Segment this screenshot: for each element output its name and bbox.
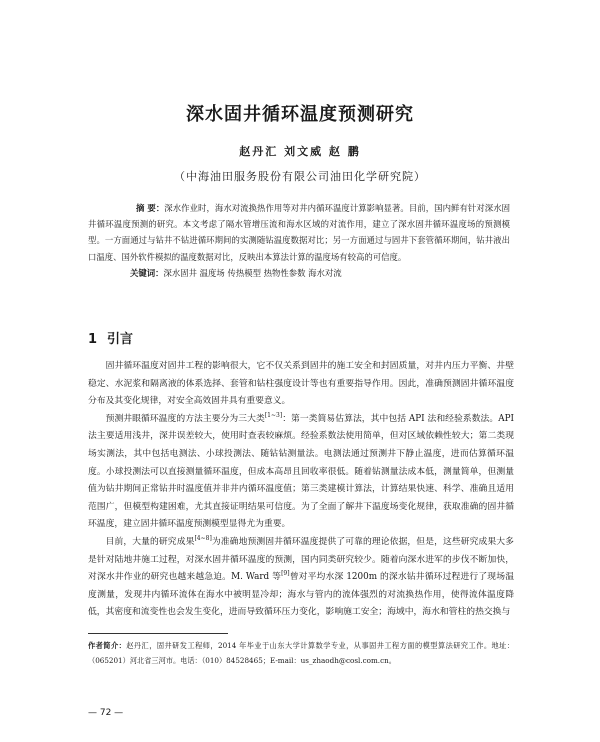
keywords-label: 关键词： xyxy=(130,267,164,278)
footnote-label: 作者简介： xyxy=(88,641,127,650)
abstract-block xyxy=(88,200,510,281)
paragraph-2-text-a: 预测井眼循环温度的方法主要分为三大类 xyxy=(105,413,265,424)
paper-title: 深水固井循环温度预测研究 xyxy=(186,104,414,125)
abstract xyxy=(88,200,510,265)
keywords-text: 深水固井 温度场 传热模型 热物性参数 海水对流 xyxy=(163,267,342,278)
paragraph-3-text-c: 曾对平均水深 1200m 的深水钻井循环过程进行了现场温度测量，发现井内循环流体在海水中被明显冷却；海水与管内的流体强烈的对流换热作用，使得流体温度降低，其密度和流变性也会发生变化，进而导致循环压力变化，影响施工安全；海域中，海水和管柱的热交换与 xyxy=(88,572,514,618)
paragraph-3-text-a: 目前，大量的研究成果 xyxy=(105,536,195,547)
citation: [4~8] xyxy=(194,535,212,543)
citation: [1~3] xyxy=(264,411,283,419)
footnote-divider xyxy=(88,633,228,634)
keywords xyxy=(88,265,510,281)
affiliation: （中海油田服务股份有限公司油田化学研究院） xyxy=(174,170,426,183)
authors: 赵丹汇 刘文威 赵 鹏 xyxy=(239,145,361,158)
body-text xyxy=(88,358,514,622)
paragraph-2 xyxy=(88,411,514,534)
section-number: 1 xyxy=(88,332,98,347)
section-title: 引言 xyxy=(107,332,134,347)
abstract-text: 深水作业时，海水对流换热作用等对井内循环温度计算影响显著。目前，国内鲜有针对深水固井循环温度预测的研究。本文考虑了隔水管增压流和海水区域的对流作用，建立了深水固井循环温度场的预测模型。一方面通过与钻井不钻进循环期间的实测随钻温度数据对比；另一方面通过与固井下套管循环期间，钻井液出口温度、国外软件模拟的温度数据对比，反映出本算法计算的温度场有较高的可信度。 xyxy=(88,203,510,262)
section-heading xyxy=(88,328,143,347)
page-number: — 72 — xyxy=(88,708,124,718)
paragraph-2-text-b: ：第一类简易估算法，其中包括 API 法和经验系数法。API 法主要适用浅井，深井误差较大，使用时查表较麻烦。经验系数法使用简单，但对区域依赖性较大；第二类现场实测法，其中包括电测法、小球投测法、随钻钻测量法。电测法通过预测井下静止温度，进而估算循环温度。小球投测法可以直接测量循环温度，但成本高昂且回收率很低。随着钻测量法成本低，测量简单，但测量值为钻井期间正常钻井时温度值并非井内循环温度值；第三类建模计算法，计算结果快速、科学、准确且适用范围广，但模型构建困难，尤其直接证明结果可信度。为了全面了解井下温度场变化规律，获取准确的固井循环温度，建立固井循环温度预测模型显得尤为重要。 xyxy=(88,413,514,530)
paragraph-3 xyxy=(88,534,514,622)
citation: [9] xyxy=(281,570,290,578)
author-footnote xyxy=(88,638,514,668)
abstract-label: 摘 要： xyxy=(136,203,165,213)
footnote-text: 赵丹汇，固井研发工程师，2014 年毕业于山东大学计算数学专业，从事固井工程方面的模型算法研究工作。地址：（065201）河北省三河市。电话：（010）84528465；E-mail：us_zhaodh@cosl.com.cn。 xyxy=(88,641,514,665)
paragraph-3-text-b: 为准确地预测固井循环温度提供了可靠的理论依据，但是，这些研究成果大多是针对陆地井施工过程，对深水固井循环温度的预测，国内同类研究较少。随着向深水进军的步伐不断加快，对深水井作业的研究也越来越急迫。M. Ward 等 xyxy=(88,536,514,583)
paragraph-1: 固井循环温度对固井工程的影响很大，它不仅关系到固井的施工安全和封固质量，对井内压力平衡、井壁稳定、水泥浆和隔离液的体系选择、套管和钻柱强度设计等也有重要指导作用。因此，准确预测固井循环温度分布及其变化规律，对安全高效固井具有重要意义。 xyxy=(88,361,514,407)
